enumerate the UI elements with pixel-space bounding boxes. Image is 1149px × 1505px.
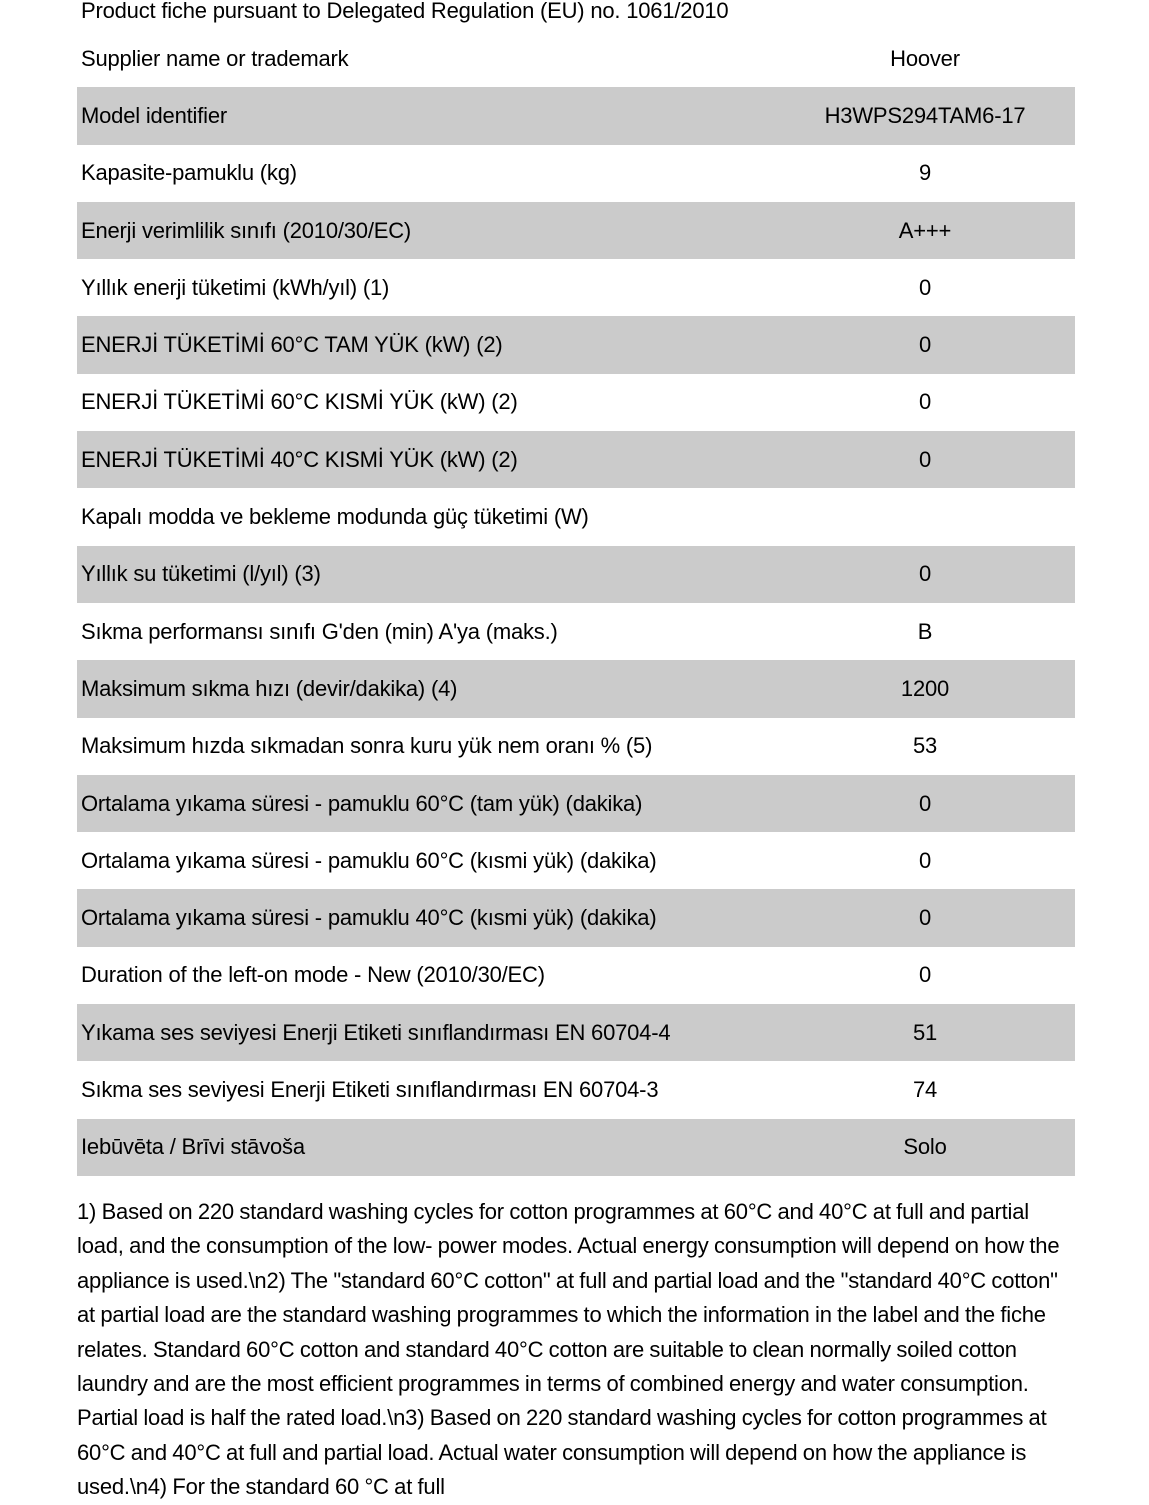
row-label: Iebūvēta / Brīvi stāvoša: [81, 1134, 305, 1160]
row-value: Solo: [903, 1134, 947, 1160]
row-value: 1200: [900, 675, 950, 701]
row-label: Kapalı modda ve bekleme modunda güç tüketimi (W): [81, 504, 589, 530]
row-value: 0: [918, 389, 932, 415]
row-value: 0: [918, 790, 932, 816]
row-label: ENERJİ TÜKETİMİ 40°C KISMİ YÜK (kW) (2): [81, 446, 518, 472]
row-label: Duration of the left-on mode - New (2010/30/EC): [81, 962, 545, 988]
row-label: Yıllık enerji tüketimi (kWh/yıl) (1): [81, 274, 390, 300]
table-row: [77, 832, 1075, 889]
row-label: Yıkama ses seviyesi Enerji Etiketi sınıflandırması EN 60704-4: [81, 1019, 671, 1045]
table-row: [77, 947, 1075, 1004]
table-row: [77, 1004, 1075, 1061]
row-value: 0: [918, 847, 932, 873]
row-label: Model identifier: [81, 102, 227, 128]
row-value: 0: [918, 274, 932, 300]
table-row: [77, 603, 1075, 660]
row-label: ENERJİ TÜKETİMİ 60°C KISMİ YÜK (kW) (2): [81, 389, 518, 415]
row-label: Enerji verimlilik sınıfı (2010/30/EC): [81, 217, 412, 243]
row-value: A+++: [898, 217, 952, 243]
row-value: 0: [918, 446, 932, 472]
row-value: 53: [912, 733, 938, 759]
row-value: 74: [912, 1076, 938, 1102]
table-row: [77, 431, 1075, 488]
row-value: 9: [918, 160, 932, 186]
row-value: 0: [918, 561, 932, 587]
row-value: 51: [912, 1019, 938, 1045]
row-label: Supplier name or trademark: [81, 45, 349, 71]
table-row: [77, 30, 1075, 87]
footnotes: 1) Based on 220 standard washing cycles for cotton programmes at 60°C and 40°C at full and partial load, and the consumption of the low- power modes. Actual energy consumption will depend on how the appliance is used.\n2) The "standard 60°C cotton" at full and partial load and the "standard 40°C cotton" at partial load are the standard washing programmes to which the information in the label and the fiche relates. Standard 60°C cotton and standard 40°C cotton are suitable to clean normally soiled cotton laundry and are the most efficient programmes in terms of combined energy and water consumption. Partial load is half the rated load.\n3) Based on 220 standard washing cycles for cotton programmes at 60°C and 40°C at full and partial load. Actual water consumption will depend on how the appliance is used.\n4) For the standard 60 °C at full: [77, 1199, 1060, 1500]
table-row: [77, 488, 1075, 545]
table-row: [77, 1119, 1075, 1176]
row-value: B: [917, 618, 933, 644]
row-label: Sıkma performansı sınıfı G'den (min) A'ya (maks.): [81, 618, 558, 644]
row-label: Ortalama yıkama süresi - pamuklu 60°C (kısmi yük) (dakika): [81, 847, 657, 873]
row-label: Maksimum sıkma hızı (devir/dakika) (4): [81, 675, 458, 701]
page-title: Product fiche pursuant to Delegated Regulation (EU) no. 1061/2010: [81, 0, 729, 23]
table-row: [77, 316, 1075, 373]
row-value: H3WPS294TAM6-17: [824, 102, 1026, 128]
table-row: [77, 145, 1075, 202]
table-row: [77, 87, 1075, 144]
table-row: [77, 1061, 1075, 1118]
row-value: 0: [918, 962, 932, 988]
row-value: 0: [918, 905, 932, 931]
table-row: [77, 660, 1075, 717]
row-label: ENERJİ TÜKETİMİ 60°C TAM YÜK (kW) (2): [81, 332, 503, 358]
fiche-table: [77, 30, 1075, 1176]
row-label: Maksimum hızda sıkmadan sonra kuru yük nem oranı % (5): [81, 733, 653, 759]
table-row: [77, 259, 1075, 316]
table-row: [77, 546, 1075, 603]
row-label: Ortalama yıkama süresi - pamuklu 40°C (kısmi yük) (dakika): [81, 905, 657, 931]
table-row: [77, 202, 1075, 259]
row-value: 0: [918, 332, 932, 358]
table-row: [77, 775, 1075, 832]
table-row: [77, 374, 1075, 431]
table-row: [77, 718, 1075, 775]
row-label: Kapasite-pamuklu (kg): [81, 160, 297, 186]
row-value: Hoover: [890, 45, 960, 71]
row-label: Yıllık su tüketimi (l/yıl) (3): [81, 561, 321, 587]
row-label: Sıkma ses seviyesi Enerji Etiketi sınıflandırması EN 60704-3: [81, 1076, 659, 1102]
row-label: Ortalama yıkama süresi - pamuklu 60°C (tam yük) (dakika): [81, 790, 643, 816]
table-row: [77, 889, 1075, 946]
